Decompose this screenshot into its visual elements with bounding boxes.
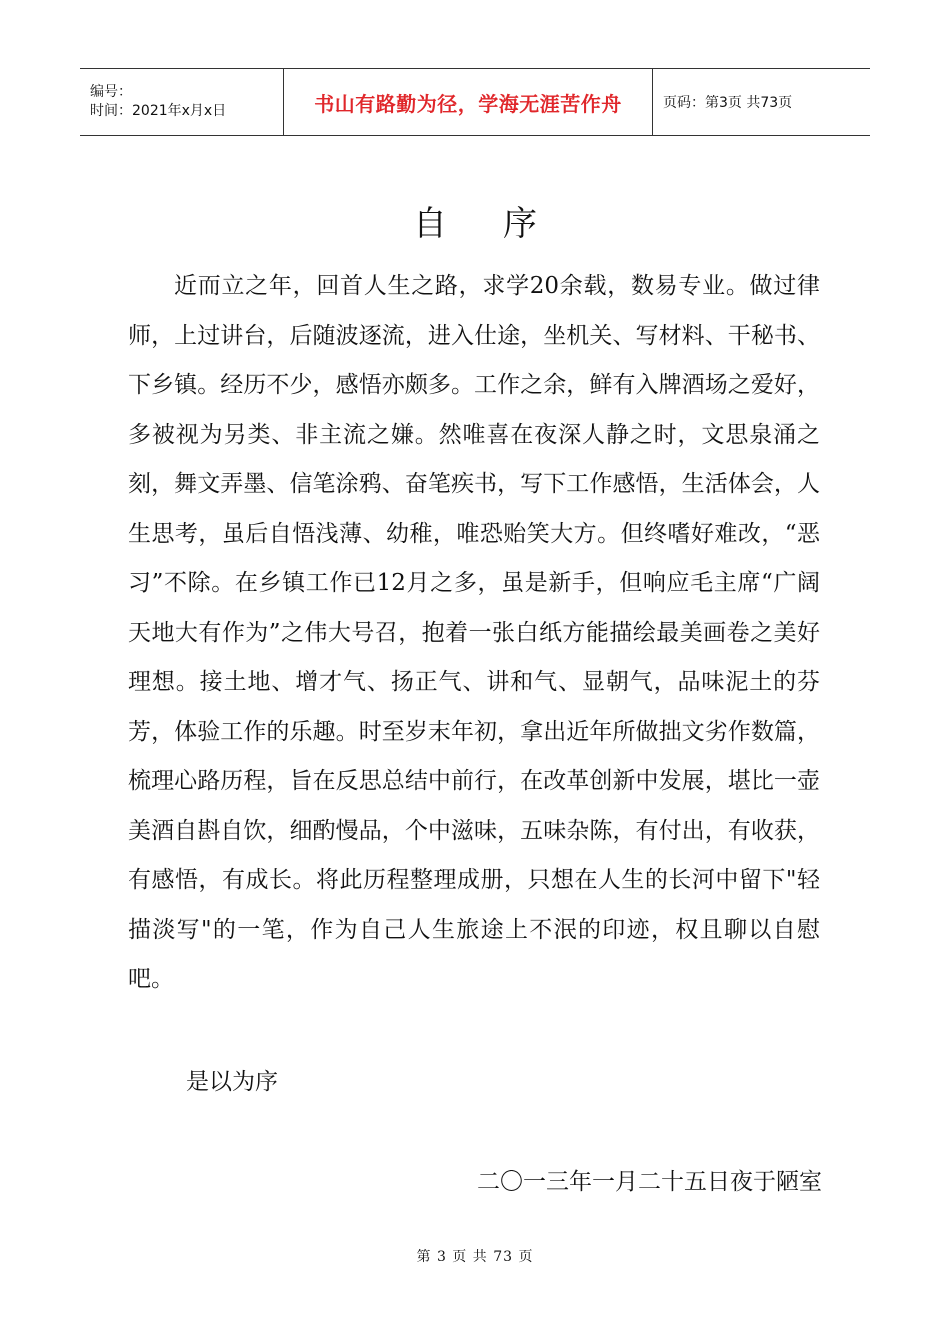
document-body [128,262,820,1005]
closing-line: 是以为序 [186,1069,278,1095]
header-id-label: 编号： [90,84,132,100]
header-page-info: 页码：第3页 共73页 [663,95,793,111]
document-title: 自序 [413,204,593,244]
body-paragraph: 近而立之年，回首人生之路，求学20余载，数易专业。做过律师，上过讲台，后随波逐流，进入仕途，坐机关、写材料、干秘书、下乡镇。经历不少，感悟亦颇多。工作之余，鲜有入牌酒场之爱好，多被视为另类、非主流之嫌。然唯喜在夜深人静之时，文思泉涌之刻，舞文弄墨、信笔涂鸦、奋笔疾书，写下工作感悟，生活体会，人生思考，虽后自悟浅薄、幼稚，唯恐贻笑大方。但终嗜好难改，“恶习”不除。在乡镇工作已12月之多，虽是新手，但响应毛主席“广阔天地大有作为”之伟大号召，抱着一张白纸方能描绘最美画卷之美好理想。接土地、增才气、扬正气、讲和气、显朝气，品味泥土的芬芳，体验工作的乐趣。时至岁末年初，拿出近年所做拙文劣作数篇，梳理心路历程，旨在反思总结中前行，在改革创新中发展，堪比一壶美酒自斟自饮，细酌慢品，个中滋味，五味杂陈，有付出，有收获，有感悟，有成长。将此历程整理成册，只想在人生的长河中留下"轻描淡写"的一笔，作为自己人生旅途上不泯的印迹，权且聊以自慰吧。 [128,273,820,992]
page-header [80,68,870,136]
signature-date: 二〇一三年一月二十五日夜于陋室 [477,1169,822,1195]
page-footer: 第 3 页 共 73 页 [416,1249,534,1265]
header-time-label: 时间：2021年x月x日 [90,103,227,119]
header-meta [80,69,283,135]
header-motto-cell [283,69,653,135]
header-motto: 书山有路勤为径，学海无涯苦作舟 [314,91,622,116]
